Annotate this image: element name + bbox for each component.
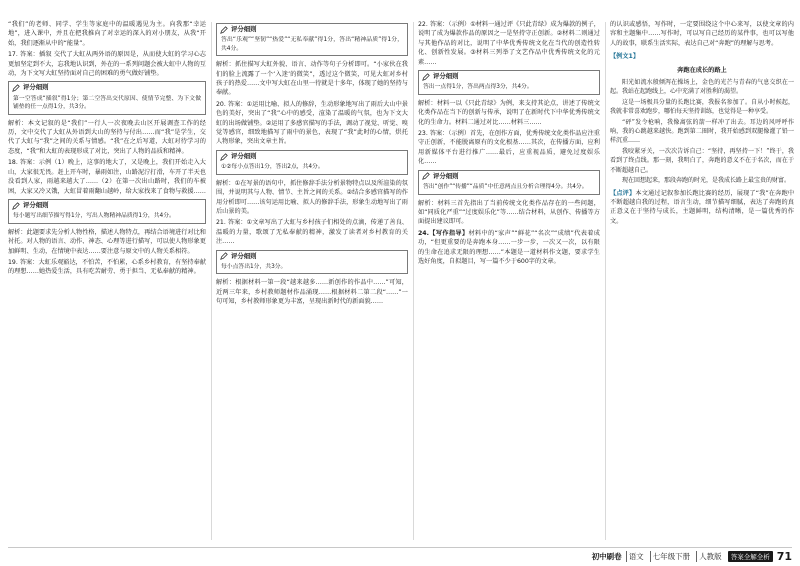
rubric-text: 答出“创作”“传播”“品质”中任意两点且分析合理得4分。共4分。 — [423, 184, 588, 191]
column-divider — [413, 22, 414, 540]
commentary-text: 本文通过记叙参加长跑比赛的经历，展现了“我”在奔跑中不断超越自我的过程，语言生动，细节描写细腻，表达了奔跑的真正意义在于坚持与成长，主题鲜明，结构清晰，是一篇优秀的作文。 — [610, 189, 794, 225]
essay-title: 奔跑在成长的路上 — [677, 66, 727, 74]
essay-commentary — [610, 189, 794, 227]
pencil-icon — [220, 252, 228, 260]
example-essay — [610, 78, 794, 185]
analysis-20: 解析：①在写景的语句中，抓住修辞手法分析景物特点以及所渲染的氛围，并说明其与人物、情节、主旨之间的关系。②结合多感官描写的作用分析即可……该句运用比喻、拟人的修辞手法，形象生动地写出了雨后山景的美。 — [216, 179, 408, 215]
answer-23: 23. 答案：（示例）首先，在创作方面，优秀传统文化类作品应注重守正创新，不能脱离原有的文化根基……其次，在传播方面，应利用新媒体平台进行推广……最后，应重视品质，避免过度娱乐化…… — [418, 130, 600, 166]
rubric-box-17 — [8, 81, 206, 114]
rubric-header — [419, 71, 599, 82]
analysis-17: 解析：本文记叙的是“我们”一行人一次夜晚去山区开展调查工作的经历，文中交代了大虹从外语到大山的坚持与付出……而“我”是学生，交代了大虹与“我”之间的关系与情感。“我”在之后写道，大虹对待学习的态度，“我”和大虹的表现形成了对比，突出了人物的品质和精神。 — [8, 119, 206, 155]
rubric-title: 评分细则 — [231, 25, 257, 33]
paragraph: 的认识或感悟，写作时，一定要围绕这个中心来写，以使文章的内容和主题集中……写作时，可以写自己经历的某件事，也可以写他人的故事，联系生活实际，表达自己对“奔跑”的理解与思考。 — [610, 21, 794, 47]
column-divider — [605, 22, 606, 540]
writing-guide-24 — [418, 229, 600, 267]
answer-17: 17. 答案：插叙 交代了大虹从两外语的原因是，从而使大虹的学习心志更加坚定到不大，忘我地认识到，外在的一系列问题会被大虹中人物的互动，为下文写大虹坚持面对自己的困难的勇气做好铺垫。 — [8, 51, 206, 78]
analysis-21: 解析：根据材料一第一段“越来越多……新创作的作品中……”可知，近两三年来，乡村教师题材作品涌现……根据材料二第二段“……”一句可知，乡村教师形象更为丰富，呈现出新时代的新面貌…… — [216, 279, 408, 306]
rubric-title: 评分细则 — [231, 151, 257, 160]
rubric-header — [217, 251, 407, 262]
column-3 — [418, 20, 600, 542]
rubric-text: 答出一点得1分，答出两点得3分，共4分。 — [423, 84, 533, 91]
column-2 — [216, 20, 408, 542]
column-divider — [211, 22, 212, 540]
rubric-title: 评分细则 — [23, 83, 49, 92]
analysis-19: 解析：抓住描写大虹外貌、语言、动作等句子分析即可。“小家伙在我们的脸上流露了一个‘入迷’的微笑”，透过这个微笑，可见大虹对乡村孩子的热爱……文中写大虹在山里一待就是十多年，体现了她的坚持与奉献。 — [216, 61, 408, 97]
essay-paragraph: 现在回想起来，那段奔跑的时光，是我成长路上最宝贵的财富。 — [622, 177, 791, 185]
essay-paragraph: 我咬紧牙关，一次次告诉自己：“坚持，再坚持一下！”终于，我看到了终点线。那一刻，我明白了，奔跑的意义不在于名次，而在于不断超越自己。 — [610, 147, 794, 174]
rubric-title: 评分细则 — [231, 251, 257, 260]
analysis-18: 解析：此题要求先分析人物性格，描述人物特点，再结合语境进行对比和衬托。对人物的语言、动作、神态、心理等进行描写，可以使人物形象更加鲜明、生动，在情境中表达……要注意与原文中的人物关系相符。 — [8, 228, 206, 255]
rubric-header — [419, 171, 599, 182]
pencil-icon — [220, 153, 228, 161]
rubric-header — [9, 82, 205, 93]
rubric-box-18 — [8, 199, 206, 224]
commentary-tag: 【点评】 — [610, 189, 636, 197]
pencil-icon — [12, 84, 20, 92]
answer-20: 20. 答案：①运用比喻、拟人的修辞，生动形象地写出了雨后大山中景色的美好，突出了“我”心中的感受，渲染了温暖的气氛，也为下文大虹的出场做铺垫。②运用了多感官描写的手法，调动了视觉、听觉、嗅觉等感官，细致地描写了雨中的景色，表现了“我”此时的心情，烘托人物形象，突出文章主旨。 — [216, 100, 408, 146]
page-number: 71 — [776, 550, 792, 563]
rubric-title: 评分细则 — [433, 72, 459, 81]
answer-19: 19. 答案：大虹乐观豁达，不怕苦，不怕累，心系乡村教育，有坚持奉献的理想……她热爱生活，具有吃苦耐劳、勇于担当、无私奉献的精神。 — [8, 258, 206, 276]
footer-edition: 人教版 — [696, 551, 724, 562]
writing-guide-label: 24.【写作指导】 — [418, 229, 469, 237]
pencil-icon — [220, 26, 228, 34]
footer-badge: 答案全解全析 — [728, 551, 773, 562]
answer-21: 21. 答案：①文章写出了大虹与乡村孩子们相处的点滴，传递了善良、温暖的力量，歌颂了无私奉献的精神，激发了读者对乡村教育的关注…… — [216, 219, 408, 246]
rubric-text: 第一空答成“插叙”得1分；第二空答出交代原因、使情节完整、为下文做铺垫的任一点得1分，共3分。 — [13, 95, 201, 111]
rubric-text: 答出“乐观”“坚韧”“热爱”“无私奉献”得1分，答出“精神品质”得1分，共4分。 — [221, 37, 403, 52]
essay-paragraph: 阳光如流水般倾泻在操场上，金色的光芒与青春的气息交织在一起。我站在起跑线上，心中充满了对胜利的渴望。 — [610, 79, 794, 96]
footer-grade: 七年级下册 — [650, 551, 693, 562]
column-1 — [8, 20, 206, 542]
essay-paragraph: “砰”发令枪响，我像离弦的箭一样冲了出去。耳边的风呼呼作响，我的心跳越来越快。跑到第二圈时，我开始感到双腿像灌了铅一样沉重…… — [610, 118, 794, 145]
rubric-text: 每小点答出1分，共3分。 — [221, 263, 287, 270]
rubric-box-20 — [216, 150, 408, 175]
column-4 — [610, 20, 794, 542]
analysis-22: 解析：材料一以《只此青绿》为例，来支持其论点，讲述了传统文化类作品在当下的创新与传承，说明了在新时代下中华优秀传统文化的生命力。材料二通过对比……材料三…… — [418, 99, 600, 126]
analysis-23: 解析：材料三首先指出了当前传统文化类作品存在的一些问题，如“同质化严重”“过度娱乐化”等……结合材料，从创作、传播等方面提出建议即可。 — [418, 199, 600, 226]
rubric-header — [217, 24, 407, 35]
rubric-header — [9, 200, 205, 211]
rubric-text: 每小题写出细节描写得1分，写出人物精神品质得1分，共4分。 — [13, 213, 175, 220]
example-essay-tag: 【例文1】 — [610, 53, 640, 61]
rubric-box-23 — [418, 170, 600, 195]
rubric-box-22 — [418, 70, 600, 95]
page-footer — [592, 550, 792, 563]
pencil-icon — [422, 172, 430, 180]
rubric-box-19 — [216, 23, 408, 56]
paragraph: “我们”的老师、同学、学生等家庭中的温暖遇见为主。向我那“幸运地”，进入课中，并且在把我推向了对幸运的深入的对小朋友，从我“开始，我们逐渐从中的“能量”。 — [8, 21, 206, 47]
footer-subject: 语文 — [626, 551, 646, 562]
footer-divider — [8, 547, 792, 548]
pencil-icon — [422, 73, 430, 81]
answer-22: 22. 答案：（示例）①材料一通过评《只此青绿》成为爆款的例子，说明了成为爆款作品的原因之一是坚持守正创新。②材料二则通过与其他作品的对比，说明了中华优秀传统文化在当代的创造性转化、创新性发展。③材料三列举了文艺作品中优秀传统文化的元素…… — [418, 21, 600, 66]
writing-guide-text: 材料中的“家声”“鲜花”“名次”“成绩”代表着成功，“但更重要的是奔跑本身……一步一步，一次又一次，以有限的生命在追求无限的理想……”本题是一道材料作文题，要求学生选好角度，自拟题目，写一篇不少于600字的文章。 — [418, 229, 600, 265]
rubric-title: 评分细则 — [433, 171, 459, 180]
rubric-title: 评分细则 — [23, 200, 49, 209]
answer-18: 18. 答案：示例（1）晚上，这事的地大了，又是晚上，我们开始走入大山，大家很无畏。赶上开车时，暴雨如注，山路泥泞打滑，车开了半天也没看到人家，雨越来越大了……（2）在第一次出山路时，我们的车被困，大家又冷又饿，大虹冒着雨翻山越岭，给大家找来了食物与救援…… — [8, 159, 206, 195]
rubric-box-21 — [216, 250, 408, 275]
rubric-text: ①②每小点答出1分，答出2点，共4分。 — [221, 164, 324, 171]
pencil-icon — [12, 202, 20, 210]
rubric-header — [217, 151, 407, 162]
footer-brand: 初中刷卷 — [591, 552, 622, 561]
essay-paragraph: 这是一场极具分量的长跑比赛，我报名参加了。自从小时候起，我就非常喜欢跑步，哪怕每天坚持训练，也觉得是一种享受。 — [610, 98, 794, 116]
